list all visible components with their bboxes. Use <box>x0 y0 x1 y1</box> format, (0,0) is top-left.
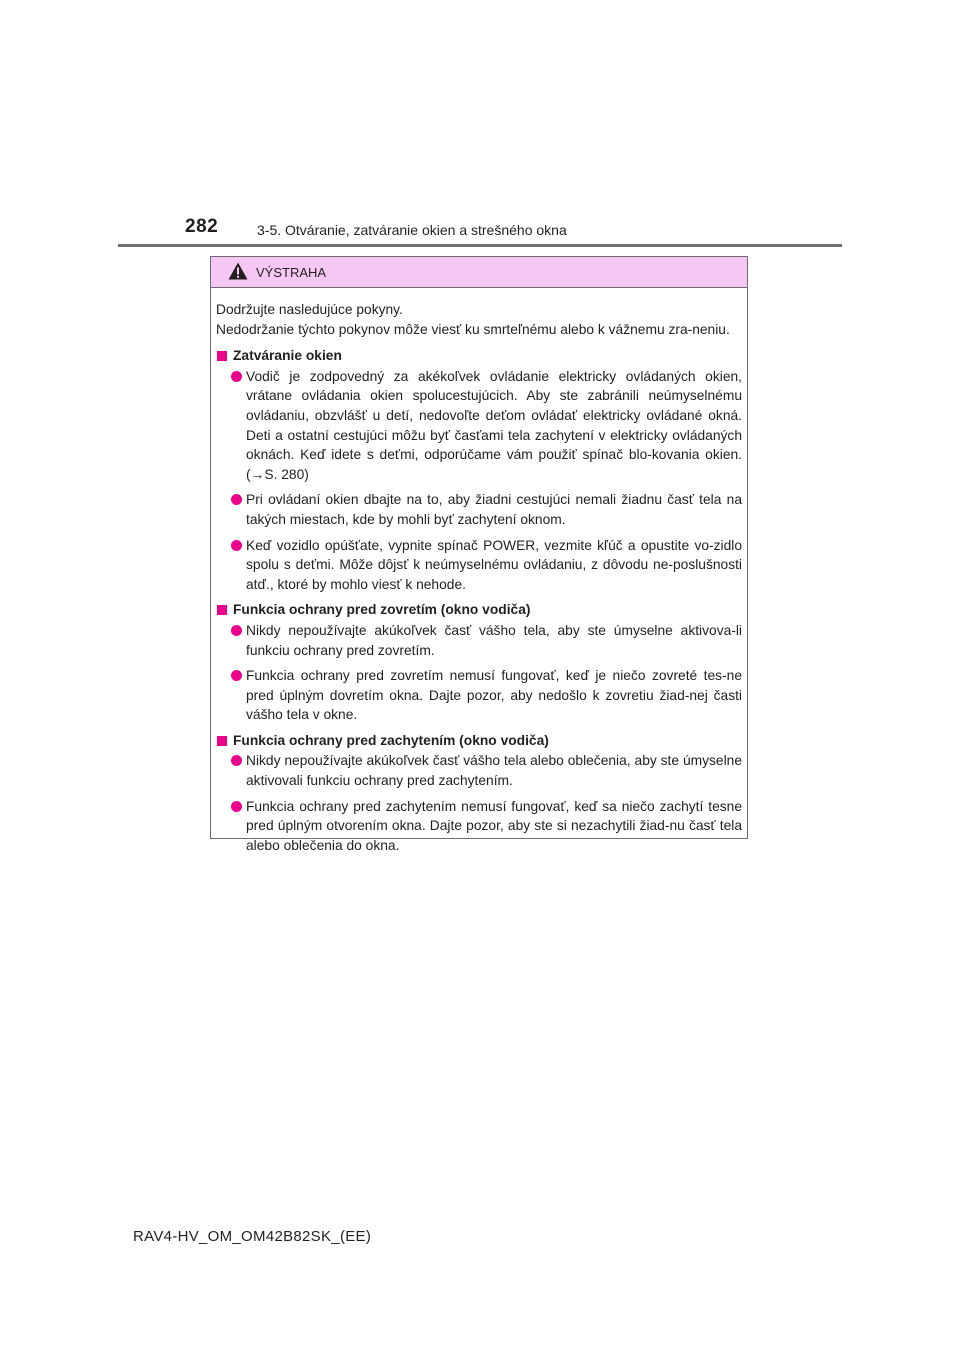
warning-title: VÝSTRAHA <box>256 265 327 280</box>
circle-bullet-icon <box>231 540 242 551</box>
list-item: Nikdy nepoužívajte akúkoľvek časť vášho tela, aby ste úmyselne aktivova-li funkciu ochrany pred zovretím. <box>216 621 742 660</box>
square-bullet-icon <box>217 605 227 615</box>
list-item: Keď vozidlo opúšťate, vypnite spínač POWER, vezmite kľúč a opustite vo-zidlo spolu s deťmi. Môže dôjsť k neúmyselnému ovládaniu, z dôvodu ne-poslušnosti atď., ktoré by mohlo viesť k nehode. <box>216 536 742 595</box>
square-bullet-icon <box>217 736 227 746</box>
list-item: Funkcia ochrany pred zovretím nemusí fungovať, keď je niečo zovreté tes-ne pred úplným dovretím okna. Dajte pozor, aby nedošlo k zovretiu žiad-nej časti vášho tela v okne. <box>216 666 742 725</box>
section-heading: Zatváranie okien <box>216 346 742 366</box>
intro-line: Nedodržanie týchto pokynov môže viesť ku smrteľnému alebo k vážnemu zra-neniu. <box>216 321 730 337</box>
circle-bullet-icon <box>231 494 242 505</box>
intro-line: Dodržujte nasledujúce pokyny. <box>216 302 403 317</box>
warning-header <box>211 257 747 288</box>
warning-body <box>211 288 747 855</box>
circle-bullet-icon <box>231 670 242 681</box>
circle-bullet-icon <box>231 625 242 636</box>
page-number: 282 <box>185 216 219 237</box>
warning-box <box>210 256 748 853</box>
section-heading: Funkcia ochrany pred zovretím (okno vodiča) <box>216 600 742 620</box>
warning-triangle-icon <box>228 262 248 280</box>
header-divider <box>118 244 842 247</box>
section-heading: Funkcia ochrany pred zachytením (okno vodiča) <box>216 731 742 751</box>
list-item: Pri ovládaní okien dbajte na to, aby žiadni cestujúci nemali žiadnu časť tela na takých miestach, kde by mohli byť zachytení oknom. <box>216 490 742 529</box>
circle-bullet-icon <box>231 801 242 812</box>
warning-intro <box>216 300 742 339</box>
list-item: Vodič je zodpovedný za akékoľvek ovládanie elektricky ovládaných okien, vrátane ovládania okien spolucestujúcich. Aby ste zabránili neúmyselnému ovládaniu, obzvlášť u detí, nedovoľte deťom ovládať elektricky ovládané okná. Deti a ostatní cestujúci môžu byť časťami tela zachytení v elektricky ovládaných oknách. Keď idete s deťmi, odporúčame vám použiť spínač blo-kovania okien. (→S. 280) <box>216 367 742 485</box>
section-title: 3-5. Otváranie, zatváranie okien a strešného okna <box>257 222 567 238</box>
list-item: Funkcia ochrany pred zachytením nemusí fungovať, keď sa niečo zachytí tesne pred úplným otvorením okna. Dajte pozor, aby ste si nezachytili žiad-nu časť tela alebo oblečenia do okna. <box>216 797 742 856</box>
list-item: Nikdy nepoužívajte akúkoľvek časť vášho tela alebo oblečenia, aby ste úmyselne aktivovali funkciu ochrany pred zachytením. <box>216 751 742 790</box>
square-bullet-icon <box>217 351 227 361</box>
circle-bullet-icon <box>231 755 242 766</box>
document-code: RAV4-HV_OM_OM42B82SK_(EE) <box>133 1228 372 1245</box>
circle-bullet-icon <box>231 371 242 382</box>
